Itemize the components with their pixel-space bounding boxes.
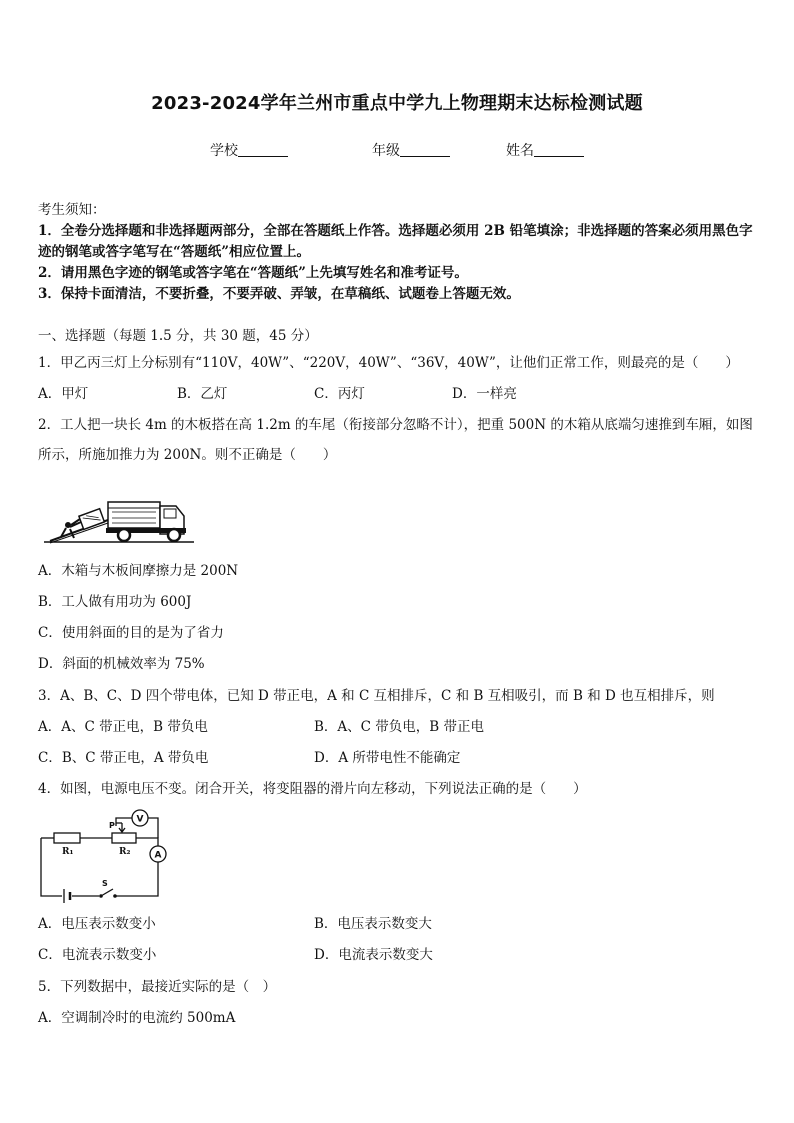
q3-option-b: B．A、C 带负电，B 带正电 [314,719,485,735]
notice-item-2: 2．请用黑色字迹的钢笔或答字笔在“答题纸”上先填写姓名和准考证号。 [38,265,468,281]
q5-option-a: A．空调制冷时的电流约 500mA [38,1010,236,1026]
wire-r2-right [136,838,158,846]
q5-stem: 5．下列数据中，最接近实际的是（ ） [38,979,277,995]
notice-item-3: 3．保持卡面清洁，不要折叠，不要弄破、弄皱，在草稿纸、试题卷上答题无效。 [38,286,520,302]
q2-option-a: A．木箱与木板间摩擦力是 200N [38,563,239,579]
q2-option-b: B．工人做有用功为 600J [38,594,192,610]
q3-option-a: A．A、C 带正电，B 带负电 [38,719,208,735]
notice-heading: 考生须知： [38,202,106,218]
q3-option-d: D．A 所带电性不能确定 [314,750,461,766]
q2-stem-line2: 所示，所施加推力为 200N。则不正确是（ ） [38,447,337,463]
page-title: 2023-2024学年兰州市重点中学九上物理期末达标检测试题 [151,93,643,114]
section-heading: 一、选择题（每题 1.5 分，共 30 题，45 分） [38,328,318,344]
ramp-board-under [50,523,108,543]
label-r1: R₁ [62,847,74,857]
q4-option-d: D．电流表示数变大 [314,947,433,963]
label-ammeter: A [154,850,162,861]
label-s: S [102,879,108,888]
circuit-diagram [36,806,168,904]
grade-label: 年级 [372,143,400,159]
q1-option-d: D．一样亮 [452,386,517,402]
truck [106,502,186,541]
wire-right-down [116,862,158,896]
name-field [506,140,584,160]
wire-left [41,838,62,896]
label-r2: R₂ [119,847,131,857]
q1-option-c: C．丙灯 [314,386,365,402]
q1-stem: 1．甲乙丙三灯上分标别有“110V，40W”、“220V，40W”、“36V，40W”，让他们正常工作，则最亮的是（ ） [38,355,739,371]
q1-option-a: A．甲灯 [38,386,89,402]
grade-field [372,140,450,160]
truck-ramp-figure [44,492,194,544]
rheostat-r2 [112,833,136,843]
school-label: 学校 [210,143,238,159]
q1-option-b: B．乙灯 [177,386,228,402]
grade-blank [400,142,450,157]
name-label: 姓名 [506,143,534,159]
slider-p [119,823,125,832]
q4-stem: 4．如图，电源电压不变。闭合开关，将变阻器的滑片向左移动，下列说法正确的是（ ） [38,781,587,797]
battery [64,889,70,903]
q4-option-c: C．电流表示数变小 [38,947,157,963]
q3-stem: 3．A、B、C、D 四个带电体，已知 D 带正电，A 和 C 互相排斥，C 和 B 互相吸引，而 B 和 D 也互相排斥，则 [38,688,715,704]
switch-s [99,889,117,898]
q3-option-c: C．B、C 带正电，A 带负电 [38,750,209,766]
q2-option-d: D．斜面的机械效率为 75% [38,656,205,672]
notice-item-1: 1．全卷分选择题和非选择题两部分，全部在答题纸上作答。选择题必须用 2B 铅笔填涂；非选择题的答案必须用黑色字迹的钢笔或答字笔写在“答题纸”相应位置上。 [38,223,753,260]
crate [79,509,104,530]
q4-option-b: B．电压表示数变大 [314,916,432,932]
name-blank [534,142,584,157]
school-blank [238,142,288,157]
label-v: V [136,814,144,825]
q2-stem-line1: 2．工人把一块长 4m 的木板搭在高 1.2m 的车尾（衔接部分忽略不计），把重 500N 的木箱从底端匀速推到车厢，如图 [38,417,753,433]
q4-option-a: A．电压表示数变小 [38,916,156,932]
school-field [210,140,288,160]
resistor-r1 [54,833,80,843]
q2-option-c: C．使用斜面的目的是为了省力 [38,625,224,641]
label-p: P [109,821,115,830]
